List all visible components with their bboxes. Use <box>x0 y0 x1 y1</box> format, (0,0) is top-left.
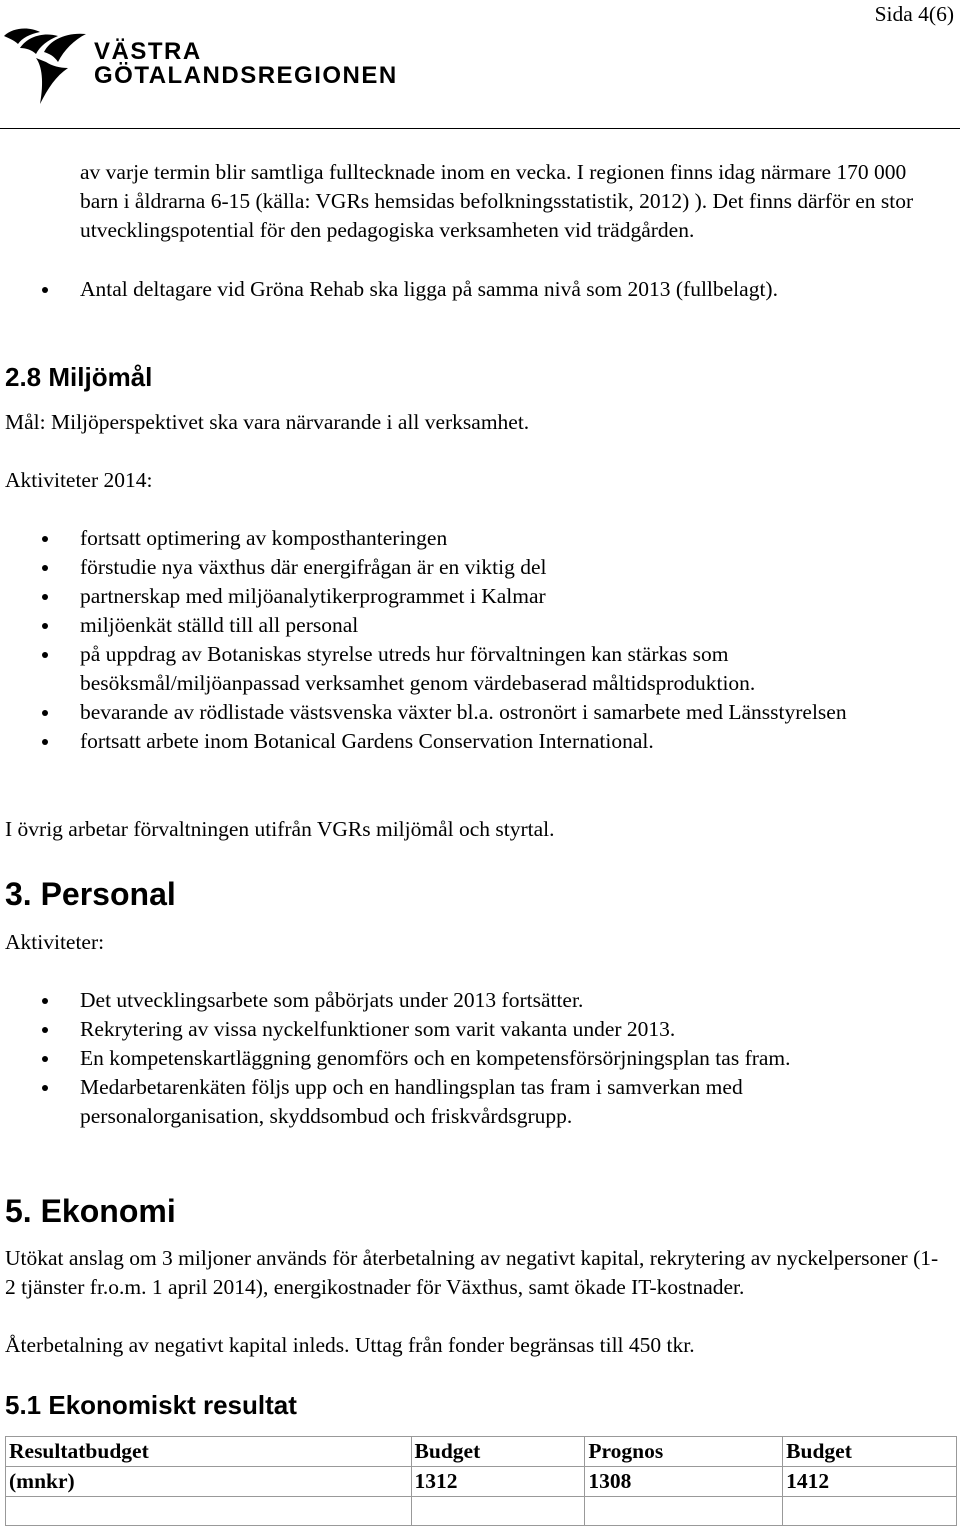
bullet-icon <box>42 1027 48 1033</box>
table-cell <box>411 1497 585 1526</box>
table-header-cell: Budget <box>411 1437 585 1467</box>
bullet-icon <box>42 594 48 600</box>
list-item: Antal deltagare vid Gröna Rehab ska ligga på samma nivå som 2013 (fullbelagt). <box>0 275 940 304</box>
page-number: Sida 4(6) <box>874 2 954 26</box>
bullet-icon <box>42 623 48 629</box>
list-item: miljöenkät ställd till all personal <box>0 611 940 640</box>
list-item: på uppdrag av Botaniskas styrelse utreds hur förvaltningen kan stärkas som besöksmål/miljöanpassad verksamhet genom värdebaserad måltidsproduktion. <box>0 640 940 698</box>
economy-paragraph-2: Återbetalning av negativt kapital inleds. Uttag från fonder begränsas till 450 tkr. <box>5 1333 695 1357</box>
logo-text-line2: GÖTALANDSREGIONEN <box>94 62 398 89</box>
personnel-activities-list <box>0 986 940 1131</box>
intro-bullet-list <box>0 275 940 304</box>
bullet-icon <box>42 287 48 293</box>
table-cell: 1412 <box>783 1467 957 1497</box>
bullet-icon <box>42 739 48 745</box>
environment-goal: Mål: Miljöperspektivet ska vara närvarande i all verksamhet. <box>5 410 530 434</box>
list-item: fortsatt arbete inom Botanical Gardens Conservation International. <box>0 727 940 756</box>
bullet-icon <box>42 1085 48 1091</box>
bullet-icon <box>42 1056 48 1062</box>
vgr-logo-mark-icon <box>0 22 95 112</box>
environment-closing: I övrig arbetar förvaltningen utifrån VGRs miljömål och styrtal. <box>5 817 555 841</box>
activities-label: Aktiviteter: <box>5 930 105 954</box>
table-cell: (mnkr) <box>6 1467 412 1497</box>
logo-text-line1: VÄSTRA <box>94 38 202 65</box>
intro-paragraph: av varje termin blir samtliga fulltecknade inom en vecka. I regionen finns idag närmare 170 000 barn i åldrarna 6-15 (källa: VGRs hemsidas befolkningsstatistik, 2012) ). Det finns därför en stor utvecklingspotential för den pedagogiska verksamheten vid trädgården. <box>80 160 914 242</box>
table-header-row <box>6 1437 957 1467</box>
activities-label-2014: Aktiviteter 2014: <box>5 468 153 492</box>
table-cell: 1308 <box>585 1467 783 1497</box>
header-divider <box>0 128 960 129</box>
bullet-icon <box>42 652 48 658</box>
list-item: fortsatt optimering av komposthanteringen <box>0 524 940 553</box>
table-cell <box>783 1497 957 1526</box>
result-table <box>5 1436 957 1526</box>
section-heading-3: 3. Personal <box>5 876 176 912</box>
table-row <box>6 1467 957 1497</box>
list-item: Medarbetarenkäten följs upp och en handlingsplan tas fram i samverkan med personalorganisation, skyddsombud och friskvårdsgrupp. <box>0 1073 940 1131</box>
table-header-cell: Resultatbudget <box>6 1437 412 1467</box>
section-heading-5-1: 5.1 Ekonomiskt resultat <box>5 1390 297 1420</box>
bullet-icon <box>42 565 48 571</box>
table-header-cell: Budget <box>783 1437 957 1467</box>
list-item: partnerskap med miljöanalytikerprogrammet i Kalmar <box>0 582 940 611</box>
list-item: Det utvecklingsarbete som påbörjats under 2013 fortsätter. <box>0 986 940 1015</box>
economy-paragraph-1: Utökat anslag om 3 miljoner används för återbetalning av negativt kapital, rekrytering av nyckelpersoner (1-2 tjänster fr.o.m. 1 april 2014), energikostnader för Växthus, samt ökade IT-kostnader. <box>5 1246 939 1299</box>
table-cell <box>6 1497 412 1526</box>
table-cell: 1312 <box>411 1467 585 1497</box>
section-heading-5: 5. Ekonomi <box>5 1193 176 1229</box>
bullet-icon <box>42 710 48 716</box>
table-cell <box>585 1497 783 1526</box>
table-header-cell: Prognos <box>585 1437 783 1467</box>
environment-activities-list <box>0 524 940 756</box>
bullet-icon <box>42 998 48 1004</box>
section-heading-2-8: 2.8 Miljömål <box>5 362 153 392</box>
list-item: förstudie nya växthus där energifrågan är en viktig del <box>0 553 940 582</box>
bullet-icon <box>42 536 48 542</box>
list-item: Rekrytering av vissa nyckelfunktioner som varit vakanta under 2013. <box>0 1015 940 1044</box>
list-item: En kompetenskartläggning genomförs och en kompetensförsörjningsplan tas fram. <box>0 1044 940 1073</box>
list-item: bevarande av rödlistade västsvenska växter bl.a. ostronört i samarbete med Länsstyrelsen <box>0 698 940 727</box>
table-row <box>6 1497 957 1526</box>
